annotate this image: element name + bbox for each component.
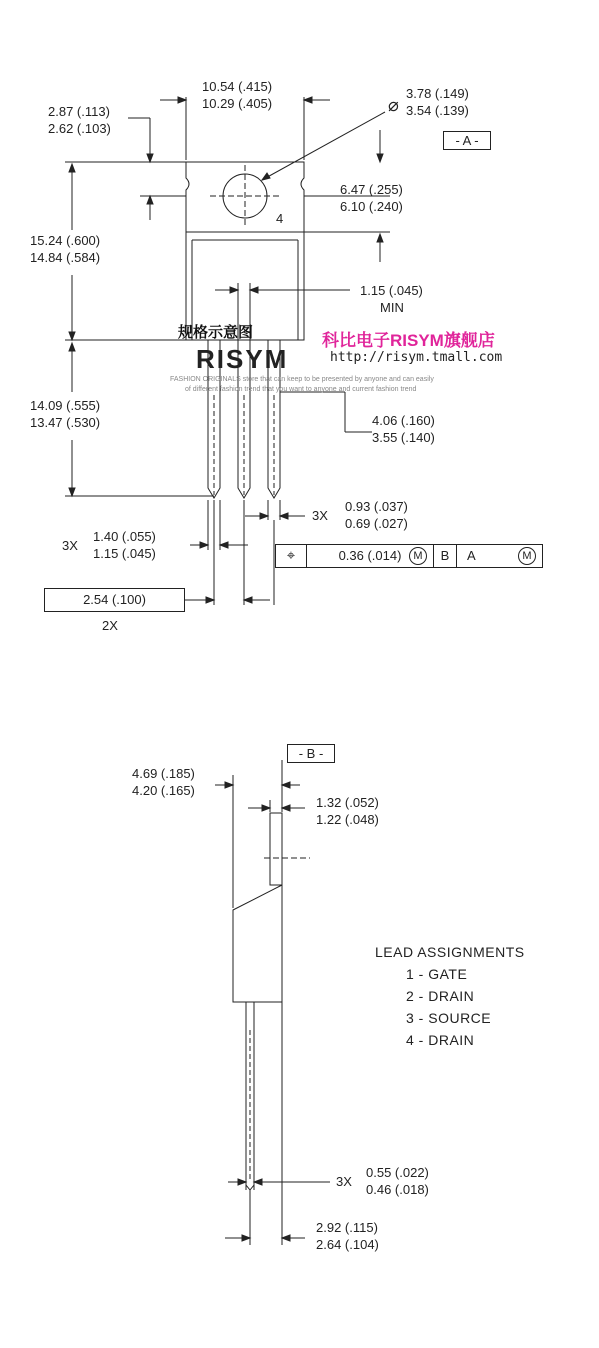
- lead-top-min: 3.55 (.140): [372, 430, 435, 445]
- hole-to-body-max: 6.47 (.255): [340, 182, 403, 197]
- lead-shoulder-value: 1.15 (.045): [360, 283, 423, 298]
- modifier-m-1: M: [409, 547, 427, 565]
- watermark-url: http://risym.tmall.com: [330, 350, 503, 365]
- side-body: [233, 885, 282, 1002]
- lead-width-min: 0.69 (.027): [345, 516, 408, 531]
- tab-thickness-min: 1.22 (.048): [316, 812, 379, 827]
- lead-assignment-2: 2 - DRAIN: [406, 988, 475, 1004]
- side-tab: [270, 813, 282, 885]
- watermark-cn-right: 科比电子RISYM旗舰店: [322, 331, 495, 350]
- position-icon: ⌖: [276, 545, 307, 567]
- shoulder-width-prefix: 3X: [62, 538, 78, 553]
- lead-length-max: 14.09 (.555): [30, 398, 101, 413]
- watermark-fine-2: of different fashion trend that you want to anyone and current fashion trend: [185, 386, 417, 393]
- hole-dia-max: 3.78 (.149): [406, 86, 469, 101]
- pitch-box: 2.54 (.100): [44, 588, 185, 612]
- lead-thickness-prefix: 3X: [336, 1174, 352, 1189]
- thickness-min: 4.20 (.165): [132, 783, 195, 798]
- lead-length-min: 13.47 (.530): [30, 415, 101, 430]
- lead-assignment-1: 1 - GATE: [406, 966, 468, 982]
- datum-a-ref: A: [467, 548, 476, 563]
- lead-shoulder-min: MIN: [380, 300, 404, 315]
- tab-pin-label: 4: [276, 211, 284, 226]
- tolerance-frame: [275, 544, 543, 568]
- lead-thickness-max: 0.55 (.022): [366, 1165, 429, 1180]
- lead-assignment-4: 4 - DRAIN: [406, 1032, 475, 1048]
- tab-height-max: 2.87 (.113): [48, 104, 110, 119]
- diameter-icon: ⌀: [388, 95, 399, 115]
- datum-a: - A -: [443, 131, 491, 150]
- lead-top-max: 4.06 (.160): [372, 413, 435, 428]
- lead-assignment-3: 3 - SOURCE: [406, 1010, 492, 1026]
- tab-thickness-max: 1.32 (.052): [316, 795, 379, 810]
- watermark-brand: RISYM: [196, 344, 289, 374]
- datum-b: - B -: [287, 744, 335, 763]
- shoulder-width-min: 1.15 (.045): [93, 546, 156, 561]
- hole-to-body-min: 6.10 (.240): [340, 199, 403, 214]
- watermark-cn-left: 规格示意图: [178, 324, 254, 341]
- lead-width-prefix: 3X: [312, 508, 328, 523]
- hole-dia-min: 3.54 (.139): [406, 103, 469, 118]
- lead-width-max: 0.93 (.037): [345, 499, 408, 514]
- body-height-min: 14.84 (.584): [30, 250, 101, 265]
- lead-offset-max: 2.92 (.115): [316, 1220, 378, 1235]
- lead-assignments-title: LEAD ASSIGNMENTS: [375, 944, 525, 960]
- lead-offset-min: 2.64 (.104): [316, 1237, 379, 1252]
- lead-thickness-min: 0.46 (.018): [366, 1182, 429, 1197]
- width-max: 10.54 (.415): [202, 79, 273, 94]
- pitch-count: 2X: [102, 618, 118, 633]
- thickness-max: 4.69 (.185): [132, 766, 195, 781]
- datum-b-ref: B: [434, 545, 457, 567]
- tab-height-min: 2.62 (.103): [48, 121, 111, 136]
- watermark-fine-1: FASHION ORIGINALS store that can keep to be presented by anyone and can easily: [170, 376, 434, 383]
- tolerance-value: 0.36 (.014): [338, 548, 402, 563]
- modifier-m-2: M: [518, 547, 536, 565]
- width-min: 10.29 (.405): [202, 96, 273, 111]
- body-height-max: 15.24 (.600): [30, 233, 101, 248]
- shoulder-width-max: 1.40 (.055): [93, 529, 156, 544]
